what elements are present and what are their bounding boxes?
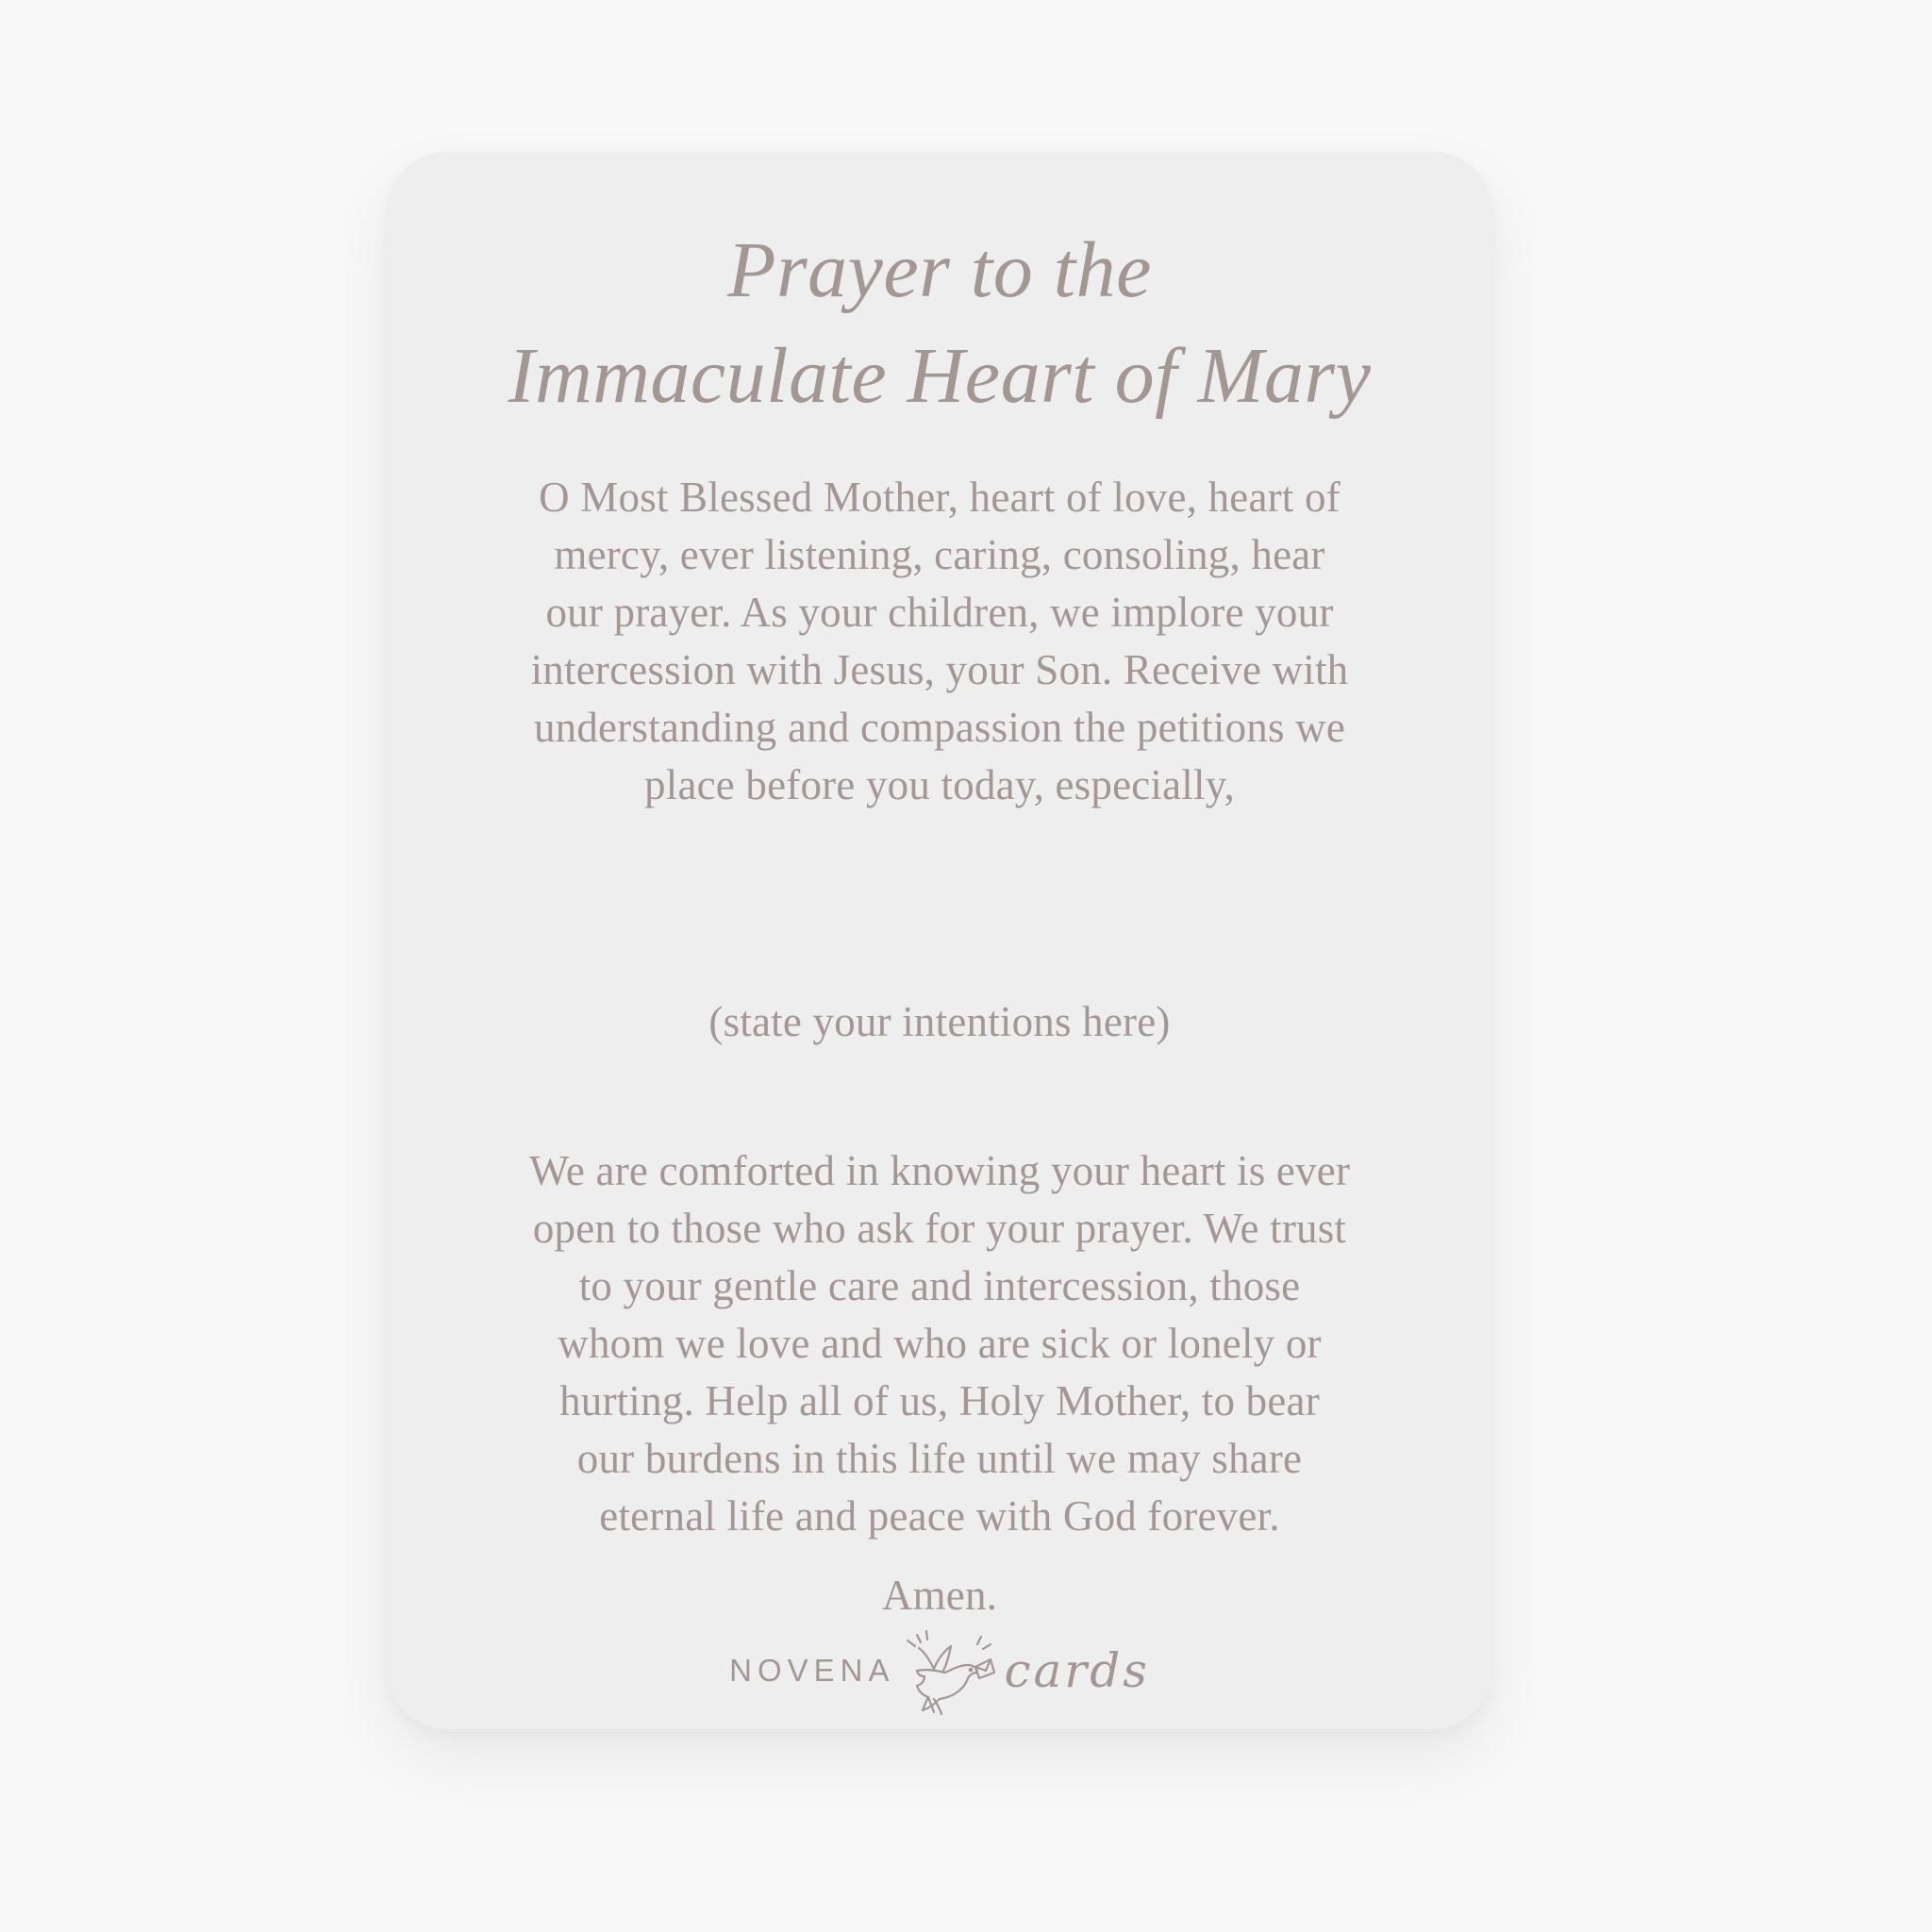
- text-line: O Most Blessed Mother, heart of love, heart of: [539, 474, 1341, 521]
- text-line: intercession with Jesus, your Son. Receive with: [530, 646, 1349, 693]
- prayer-paragraph-1: [434, 469, 1445, 814]
- title-line: Prayer to the: [727, 226, 1152, 314]
- novena-cards-logo: [387, 1614, 1492, 1727]
- prayer-title: [387, 218, 1492, 429]
- text-line: (state your intentions here): [708, 998, 1171, 1045]
- text-line: our prayer. As your children, we implore your: [545, 589, 1334, 636]
- logo-word: NOVENA: [729, 1653, 895, 1688]
- text-line: mercy, ever listening, caring, consoling, hear: [554, 531, 1325, 578]
- text-line: our burdens in this life until we may share: [576, 1435, 1303, 1482]
- title-line: Immaculate Heart of Mary: [508, 332, 1372, 420]
- text-line: place before you today, especially,: [644, 761, 1235, 808]
- text-line: whom we love and who are sick or lonely or: [558, 1320, 1322, 1367]
- intentions-placeholder: [434, 993, 1445, 1051]
- text-line: understanding and compassion the petitions we: [533, 704, 1346, 751]
- prayer-card: [387, 152, 1492, 1729]
- text-line: hurting. Help all of us, Holy Mother, to bear: [559, 1377, 1320, 1424]
- text-line: Amen.: [881, 1572, 998, 1619]
- prayer-paragraph-2: [434, 1142, 1445, 1545]
- text-line: eternal life and peace with God forever.: [599, 1492, 1280, 1540]
- text-line: open to those who ask for your prayer. We trust: [532, 1205, 1347, 1252]
- dove-icon: [896, 1624, 1000, 1718]
- text-line: to your gentle care and intercession, those: [578, 1262, 1301, 1309]
- logo-script: cards: [1004, 1643, 1150, 1698]
- text-line: We are comforted in knowing your heart is ever: [528, 1147, 1351, 1194]
